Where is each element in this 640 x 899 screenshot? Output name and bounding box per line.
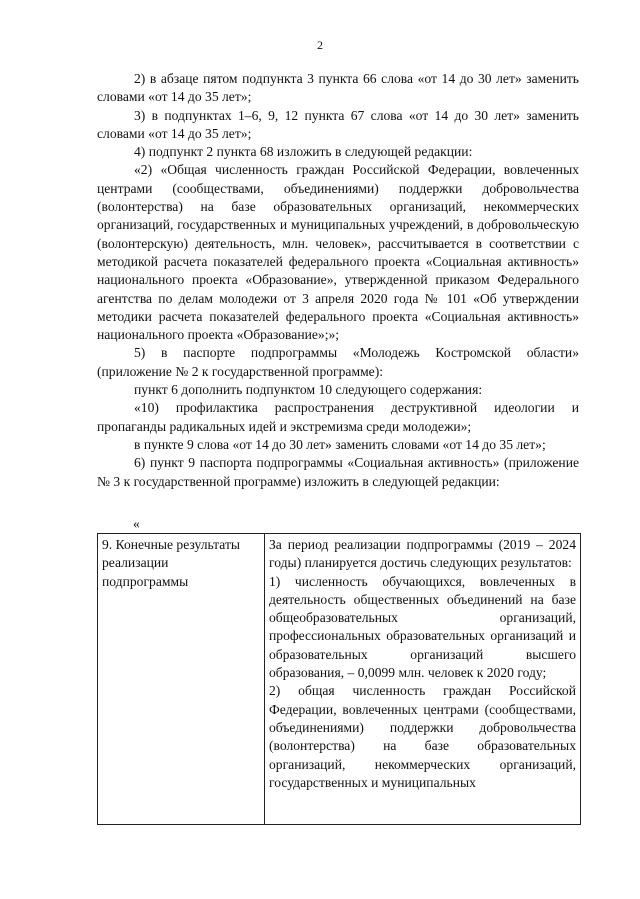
label-line: реализации <box>102 555 169 571</box>
paragraph-amendment-5-subitem: «10) профилактика распространения деструктивной идеологии и пропаганды радикальных идей и экстремизма среди молодежи»; <box>97 400 579 434</box>
paragraph-amendment-5: 5) в паспорте подпрограммы «Молодежь Костромской области» (приложение № 2 к государственной программе): <box>97 345 579 379</box>
document-body <box>97 70 579 491</box>
page-number: 2 <box>317 38 323 52</box>
open-quote-mark: « <box>133 516 140 531</box>
paragraph-amendment-4-text: «2) «Общая численность граждан Российской Федерации, вовлеченных центрами (сообществами, объединениями) поддержки добровольчества (волонтерства) на базе образовательных организаций, некоммерческих организаций, государственных и муниципальных учреждений, в добровольческую (волонтерскую) деятельность, млн. человек», рассчитывается в соответствии с методикой расчета показателей федерального проекта «Социальная активность» национального проекта «Образование», утвержденной приказом Федерального агентства по делам молодежи от 3 апреля 2020 года № 101 «Об утверждении методики расчета показателей федерального проекта «Социальная активность» национального проекта «Образование»;»; <box>97 162 579 343</box>
passport-table <box>97 533 581 825</box>
content-paragraph: 1) численность обучающихся, вовлеченных в деятельность общественных объединений на базе общеобразовательных организаций, профессиональных образовательных организаций и образовательных организаций высшего образования, – 0,0099 млн. человек к 2020 году; <box>269 573 576 681</box>
content-paragraph: За период реализации подпрограммы (2019 – 2024 годы) планируется достичь следующих результатов: <box>269 537 576 571</box>
table-label-cell <box>98 534 265 825</box>
paragraph-amendment-5-item: пункт 6 дополнить подпунктом 10 следующего содержания: <box>134 382 483 398</box>
table-row <box>98 534 581 825</box>
paragraph-amendment-6: 6) пункт 9 паспорта подпрограммы «Социальная активность» (приложение № 3 к государственной программе) изложить в следующей редакции: <box>97 455 579 489</box>
content-paragraph: 2) общая численность граждан Российской Федерации, вовлеченных центрами (сообществами, объединениями) поддержки добровольчества (волонтерства) на базе образовательных организаций, некоммерческих организаций, государственных и муниципальных <box>269 683 576 790</box>
label-line: подпрограммы <box>102 573 189 589</box>
paragraph-amendment-2: 2) в абзаце пятом подпункта 3 пункта 66 слова «от 14 до 30 лет» заменить словами «от 14 до 35 лет»; <box>97 71 579 105</box>
paragraph-amendment-3: 3) в подпунктах 1–6, 9, 12 пункта 67 слова «от 14 до 30 лет» заменить словами «от 14 до 35 лет»; <box>97 107 579 141</box>
paragraph-amendment-4: 4) подпункт 2 пункта 68 изложить в следующей редакции: <box>134 144 473 160</box>
table-content-cell <box>265 534 581 825</box>
label-line: 9. Конечные результаты <box>102 537 241 552</box>
table-content-body <box>269 536 576 824</box>
paragraph-amendment-5-age: в пункте 9 слова «от 14 до 30 лет» заменить словами «от 14 до 35 лет»; <box>134 436 546 452</box>
